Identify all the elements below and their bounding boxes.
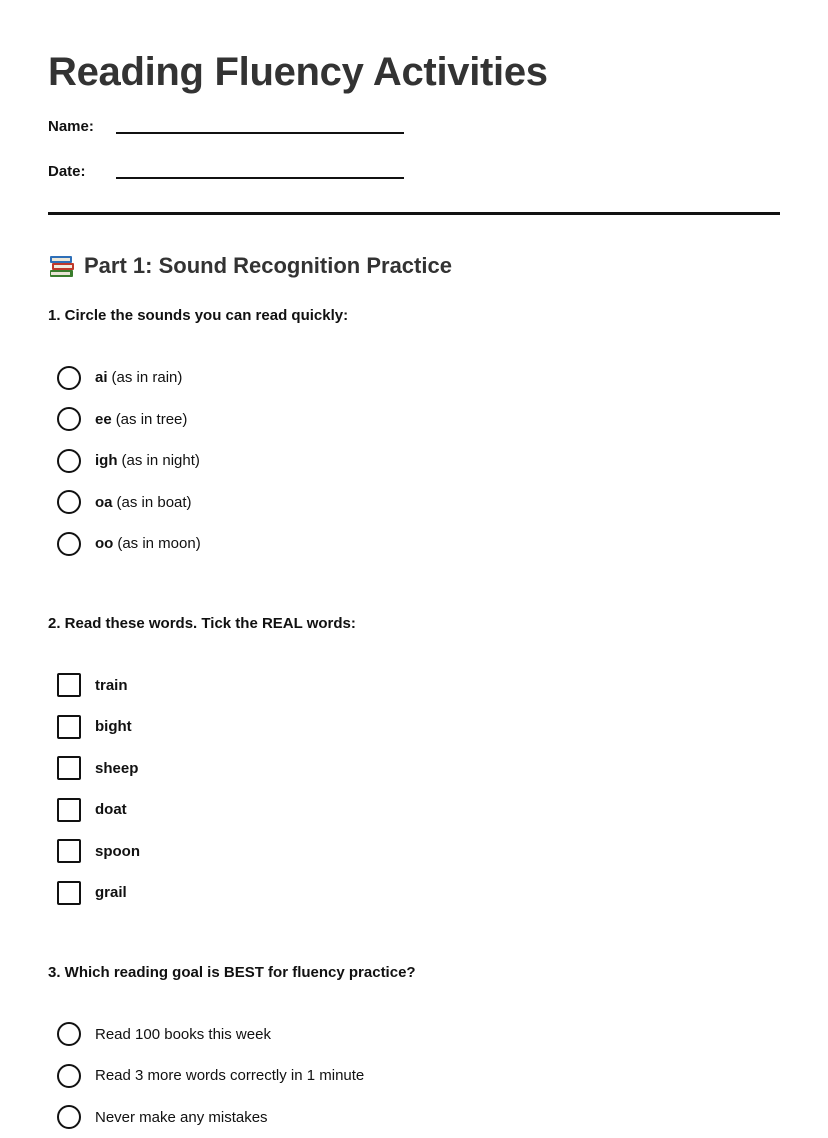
checkbox[interactable] — [57, 673, 81, 697]
radio-circle[interactable] — [57, 490, 81, 514]
checkbox[interactable] — [57, 839, 81, 863]
part1-heading-text: Part 1: Sound Recognition Practice — [84, 253, 452, 279]
sound-label: oa — [95, 494, 113, 511]
word-label: spoon — [95, 843, 140, 860]
word-label: grail — [95, 884, 127, 901]
page-title: Reading Fluency Activities — [48, 0, 780, 94]
word-option-doat[interactable] — [48, 789, 780, 831]
date-label: Date: — [48, 163, 86, 180]
checkbox[interactable] — [57, 715, 81, 739]
sound-label: oo — [95, 535, 113, 552]
checkbox[interactable] — [57, 756, 81, 780]
radio-circle[interactable] — [57, 407, 81, 431]
books-icon — [48, 253, 76, 279]
question-3: 3. Which reading goal is BEST for fluency practice? — [48, 964, 780, 981]
sound-option-ai[interactable] — [48, 357, 780, 399]
sound-label: ee — [95, 411, 112, 428]
sound-hint: (as in boat) — [117, 494, 192, 511]
word-label: train — [95, 677, 128, 694]
sound-label: ai — [95, 369, 108, 386]
section-divider — [48, 212, 780, 215]
word-option-train[interactable] — [48, 665, 780, 707]
goal-label: Read 3 more words correctly in 1 minute — [95, 1067, 364, 1084]
sound-label: igh — [95, 452, 118, 469]
date-field[interactable] — [48, 163, 780, 208]
name-label: Name: — [48, 118, 94, 135]
word-label: sheep — [95, 760, 138, 777]
question-1: 1. Circle the sounds you can read quickly: — [48, 307, 780, 324]
sound-hint: (as in rain) — [112, 369, 183, 386]
sound-hint: (as in tree) — [116, 411, 188, 428]
checkbox[interactable] — [57, 798, 81, 822]
checkbox[interactable] — [57, 881, 81, 905]
goal-option-1[interactable] — [48, 1014, 780, 1056]
sound-option-ee[interactable] — [48, 399, 780, 441]
name-field[interactable] — [48, 118, 780, 163]
radio-circle[interactable] — [57, 1105, 81, 1129]
question-2: 2. Read these words. Tick the REAL words: — [48, 615, 780, 632]
question-3-options — [48, 1014, 780, 1138]
radio-circle[interactable] — [57, 532, 81, 556]
word-option-bight[interactable] — [48, 706, 780, 748]
sound-hint: (as in moon) — [117, 535, 200, 552]
date-line[interactable] — [116, 177, 404, 179]
word-option-spoon[interactable] — [48, 831, 780, 873]
radio-circle[interactable] — [57, 449, 81, 473]
sound-option-oa[interactable] — [48, 482, 780, 524]
name-line[interactable] — [116, 132, 404, 134]
part1-heading — [48, 251, 780, 281]
sound-option-oo[interactable] — [48, 523, 780, 565]
radio-circle[interactable] — [57, 1022, 81, 1046]
question-1-options — [48, 357, 780, 565]
goal-label: Never make any mistakes — [95, 1109, 268, 1126]
word-label: doat — [95, 801, 127, 818]
word-label: bight — [95, 718, 132, 735]
sound-hint: (as in night) — [122, 452, 200, 469]
goal-option-2[interactable] — [48, 1055, 780, 1097]
radio-circle[interactable] — [57, 366, 81, 390]
goal-option-3[interactable] — [48, 1097, 780, 1138]
word-option-sheep[interactable] — [48, 748, 780, 790]
word-option-grail[interactable] — [48, 872, 780, 914]
sound-option-igh[interactable] — [48, 440, 780, 482]
goal-label: Read 100 books this week — [95, 1026, 271, 1043]
question-2-options — [48, 665, 780, 914]
radio-circle[interactable] — [57, 1064, 81, 1088]
